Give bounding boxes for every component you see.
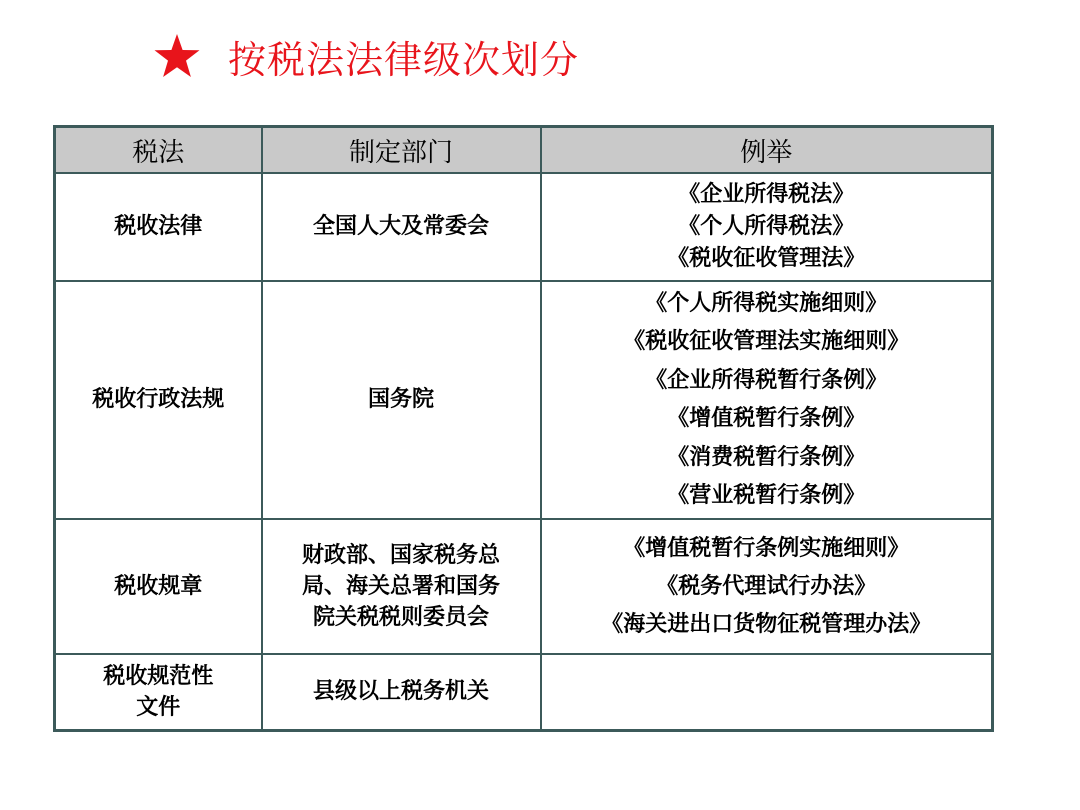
department-cell: 县级以上税务机关	[262, 654, 541, 731]
example-item: 《税务代理试行办法》	[656, 573, 877, 599]
examples-cell	[541, 173, 993, 281]
law-line: 税收规范性	[103, 664, 214, 689]
example-item: 《个人所得税实施细则》	[645, 290, 888, 316]
department-cell: 全国人大及常委会	[262, 173, 541, 281]
example-item: 《增值税暂行条例》	[667, 406, 866, 431]
example-item: 《税收征收管理法》	[667, 246, 866, 271]
department-cell: 国务院	[262, 281, 541, 519]
law-cell: 税收规章	[55, 519, 262, 654]
law-cell: 税收法律	[55, 173, 262, 281]
department-line: 局、海关总署和国务	[301, 574, 500, 599]
example-item: 《企业所得税法》	[678, 182, 855, 207]
law-cell	[55, 654, 262, 731]
law-cell: 税收行政法规	[55, 281, 262, 519]
department-text	[302, 540, 500, 633]
table-row	[55, 173, 993, 281]
law-line: 文件	[136, 695, 181, 720]
example-item: 《个人所得税法》	[678, 214, 855, 239]
example-item: 《消费税暂行条例》	[667, 444, 866, 470]
tax-law-table	[53, 125, 994, 732]
example-item: 《增值税暂行条例实施细则》	[623, 535, 910, 561]
page-title: 按税法法律级次划分	[228, 37, 580, 82]
column-header-examples: 例举	[541, 127, 993, 174]
table-header-row	[55, 127, 993, 174]
example-item: 《营业税暂行条例》	[667, 483, 866, 508]
department-cell	[262, 519, 541, 654]
star-icon	[154, 33, 200, 79]
examples-cell	[541, 654, 993, 731]
department-line: 院关税税则委员会	[312, 605, 489, 630]
table-row	[55, 519, 993, 654]
page-title-row	[154, 26, 579, 86]
table-row	[55, 281, 993, 519]
column-header-department: 制定部门	[262, 127, 541, 174]
example-item: 《海关进出口货物征税管理办法》	[601, 611, 932, 637]
example-item: 《企业所得税暂行条例》	[645, 367, 888, 393]
law-text	[103, 661, 213, 723]
examples-cell	[541, 519, 993, 654]
table-row	[55, 654, 993, 731]
example-item: 《税收征收管理法实施细则》	[623, 329, 910, 354]
column-header-tax-law: 税法	[55, 127, 262, 174]
examples-cell	[541, 281, 993, 519]
department-line: 财政部、国家税务总	[301, 543, 500, 568]
